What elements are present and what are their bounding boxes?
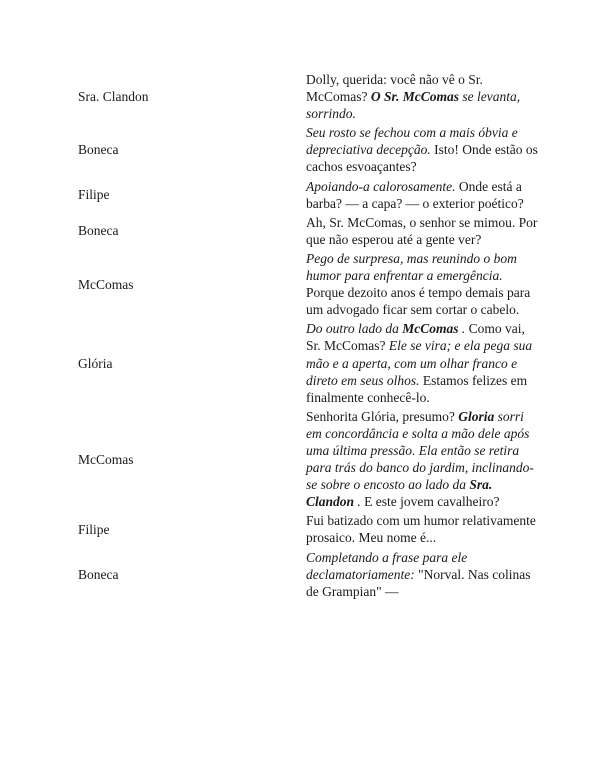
speaker-name: Glória — [78, 355, 113, 371]
stage-direction: Seu rosto se fechou com a mais óbvia e depreciativa decepção. — [306, 125, 518, 158]
speech-text — [306, 319, 538, 406]
speaker-name: Filipe — [78, 187, 110, 203]
script-row — [68, 177, 538, 213]
stage-direction: Do outro lado da — [306, 321, 403, 337]
speech-text — [306, 548, 538, 601]
dialogue-text: Porque dezoito anos é tempo demais para um advogado ficar sem cortar o cabelo. — [306, 285, 531, 318]
stage-direction: sorri em concordância e solta a mão dele após uma última pressão. Ela então se retira para trás do banco do jardim, inclinando-se sobre o encosto ao lado da — [306, 408, 534, 493]
speech-text — [306, 177, 538, 213]
speech-text — [306, 70, 538, 123]
stage-direction: Completando a frase para ele declamatoriamente: — [306, 549, 468, 582]
speaker-name: McComas — [78, 451, 134, 467]
script-table — [68, 70, 538, 601]
dialogue-text: "Norval. Nas colinas de Grampian" — — [306, 566, 531, 599]
dialogue-text: Estamos felizes em finalmente conhecê-lo. — [306, 372, 528, 405]
speaker-name: Filipe — [78, 521, 110, 537]
dialogue-text: E este jovem cavalheiro? — [364, 494, 500, 510]
stage-direction: . — [354, 494, 365, 510]
stage-direction: . — [458, 321, 469, 337]
script-row — [68, 213, 538, 249]
dialogue-text: Onde está a barba? — a capa? — o exterior poético? — [306, 178, 524, 211]
dialogue-text: Como vai, Sr. McComas? — [306, 321, 525, 354]
speech-text — [306, 213, 538, 249]
speaker-name: McComas — [78, 276, 134, 292]
stage-direction: Ele se vira; e ela pega sua mão e a aperta, com um olhar franco e direto em seus olhos. — [306, 338, 533, 388]
dialogue-text: Fui batizado com um humor relativamente prosaico. Meu nome é... — [306, 513, 536, 546]
character-reference: O Sr. McComas — [370, 89, 460, 105]
script-row — [68, 70, 538, 123]
stage-direction: se levanta, sorrindo. — [306, 89, 521, 122]
speaker-name: Boneca — [78, 223, 119, 239]
script-row — [68, 548, 538, 601]
speech-text — [306, 511, 538, 547]
character-reference: Gloria — [458, 408, 495, 424]
speaker-name: Boneca — [78, 566, 119, 582]
script-row — [68, 249, 538, 319]
script-row — [68, 319, 538, 406]
script-row — [68, 407, 538, 512]
stage-direction: Pego de surpresa, mas reunindo o bom humor para enfrentar a emergência. — [306, 250, 517, 284]
speech-text — [306, 123, 538, 176]
character-reference: McComas — [402, 321, 459, 337]
character-reference: Sra. Clandon — [306, 477, 493, 510]
script-row — [68, 511, 538, 547]
speech-text — [306, 249, 538, 319]
speaker-name: Boneca — [78, 142, 119, 158]
dialogue-text: Senhorita Glória, presumo? — [306, 408, 459, 424]
script-body — [68, 70, 538, 601]
dialogue-text: Ah, Sr. McComas, o senhor se mimou. Por que não esperou até a gente ver? — [306, 214, 538, 247]
speech-text — [306, 407, 538, 512]
script-row — [68, 123, 538, 176]
speaker-name: Sra. Clandon — [78, 89, 149, 105]
stage-direction: Apoiando-a calorosamente. — [306, 178, 456, 194]
dialogue-text: Isto! Onde estão os cachos esvoaçantes? — [306, 142, 538, 175]
dialogue-text: Dolly, querida: você não vê o Sr. McComas? — [306, 72, 483, 105]
